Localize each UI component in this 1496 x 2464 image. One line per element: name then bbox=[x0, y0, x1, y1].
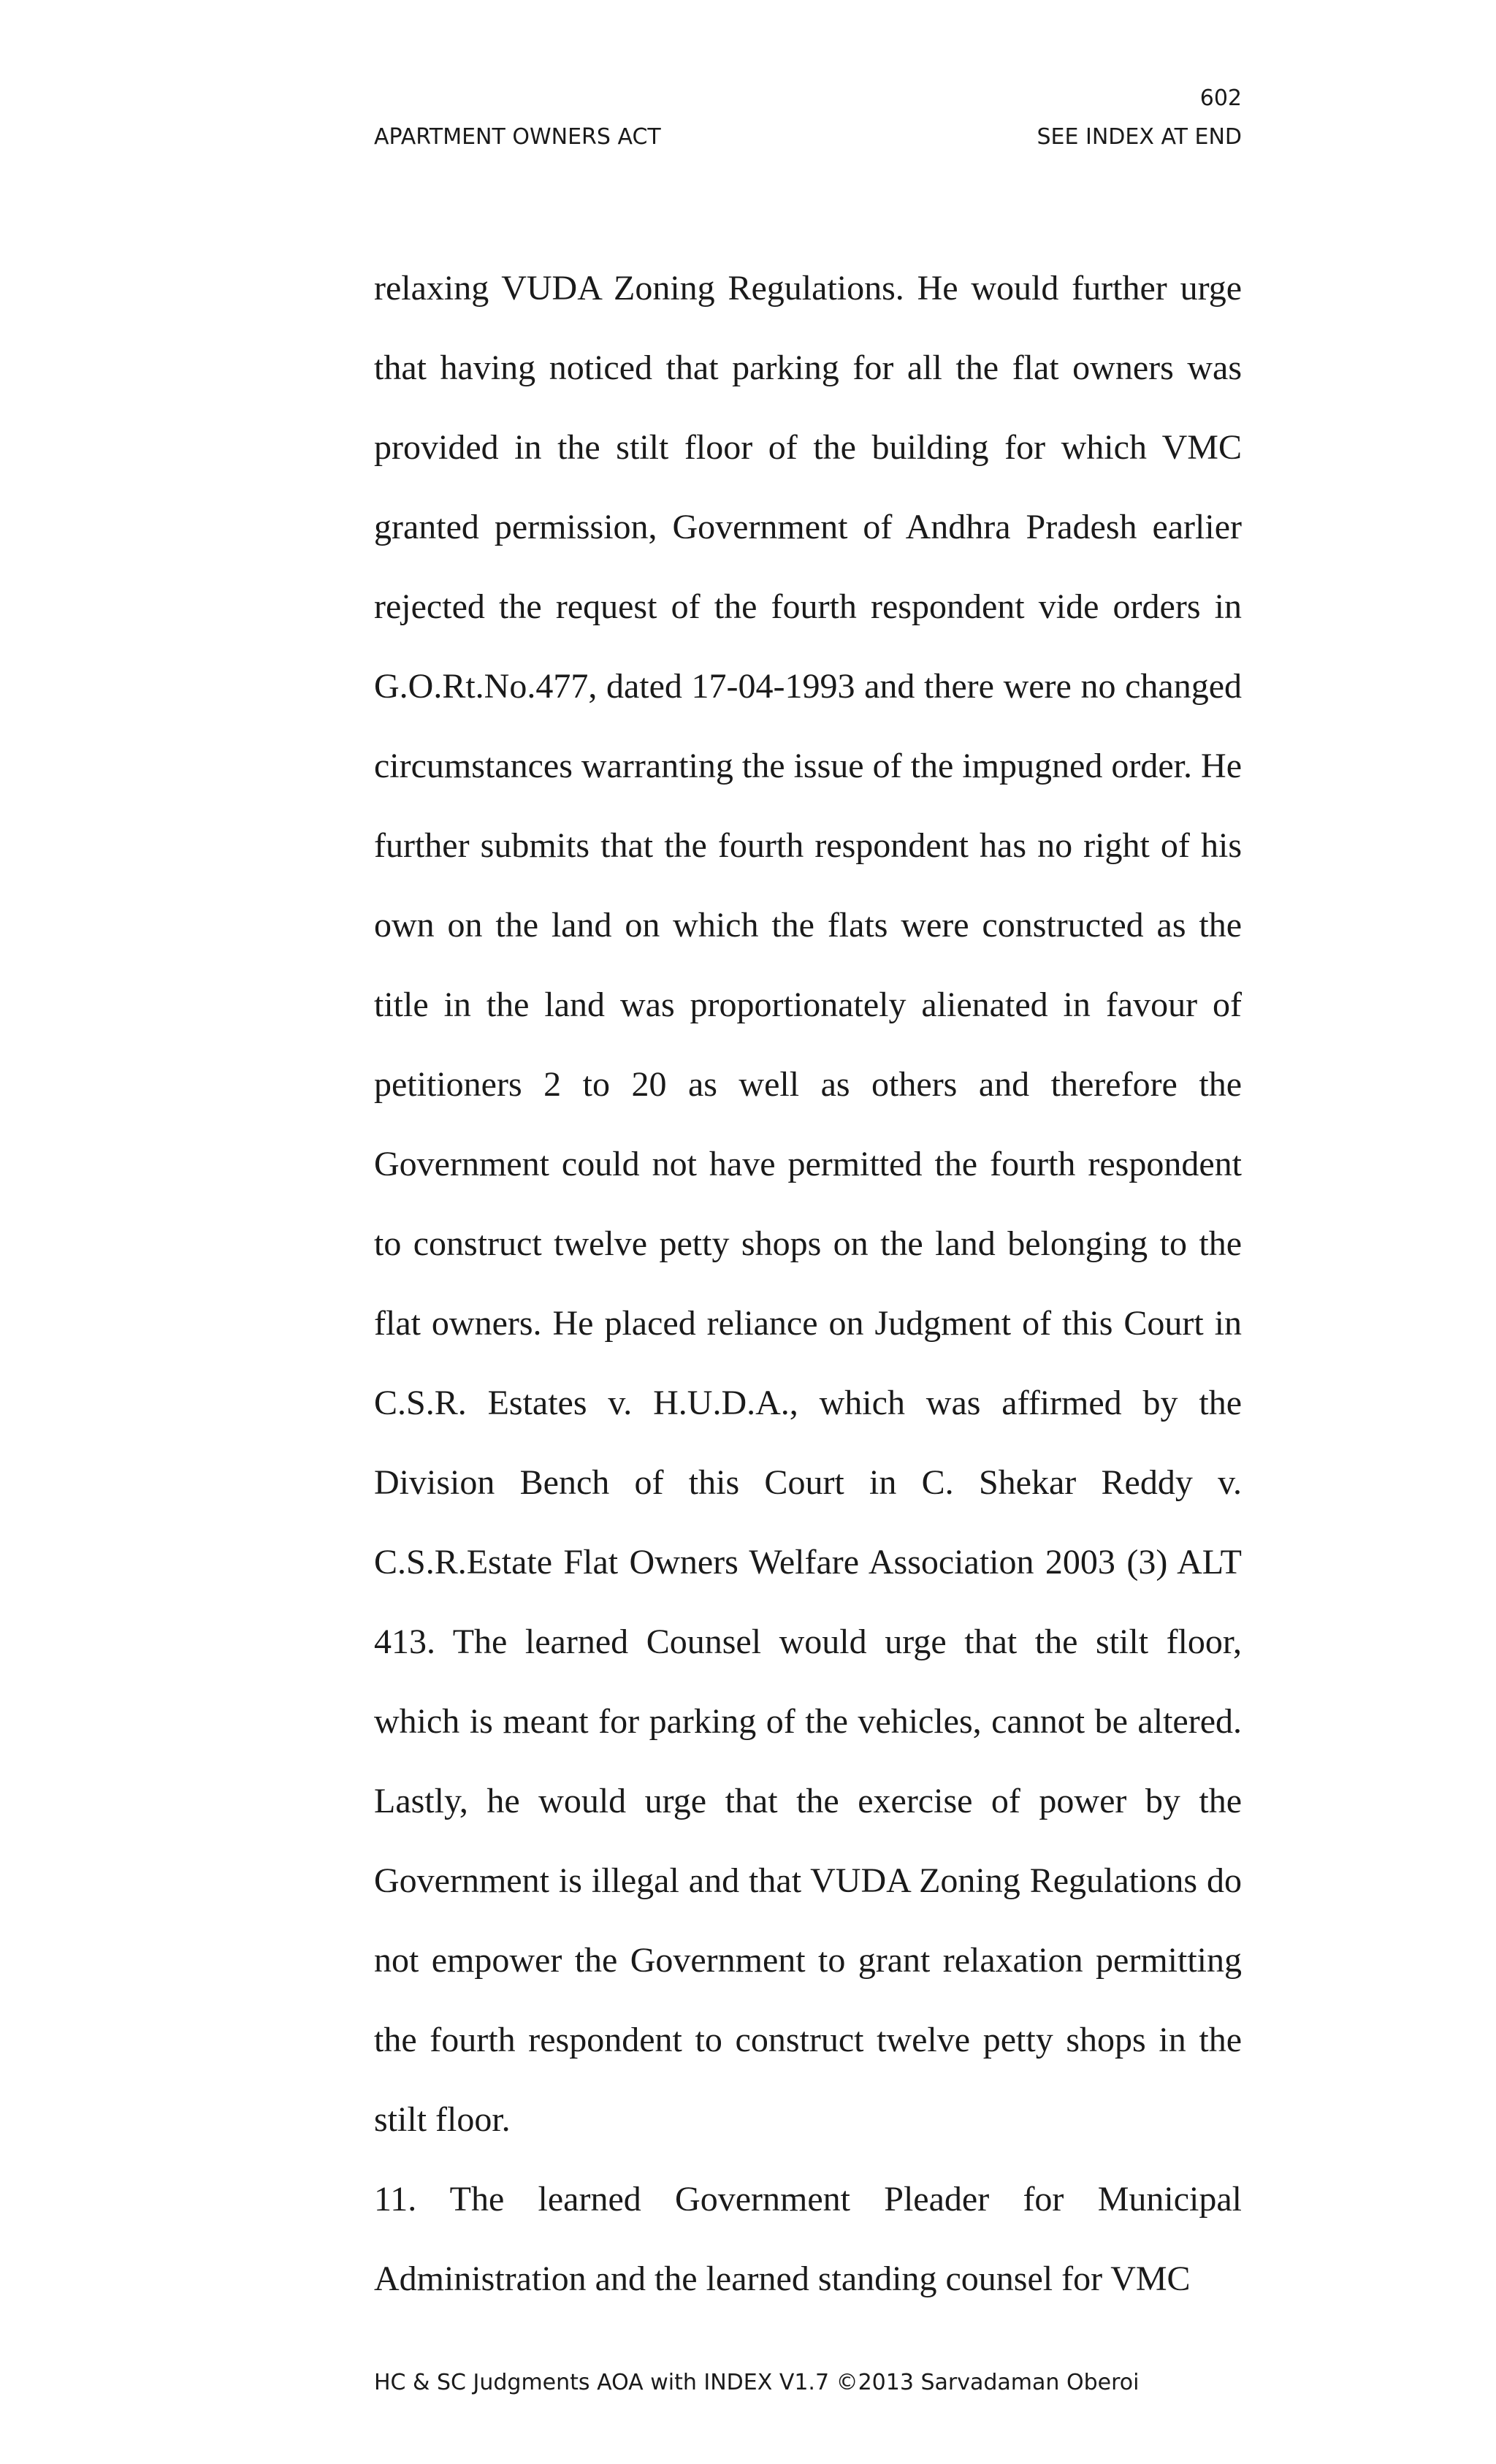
page-footer: HC & SC Judgments AOA with INDEX V1.7 ©2013 Sarvadaman Oberoi bbox=[374, 2370, 1140, 2395]
paragraph: relaxing VUDA Zoning Regulations. He would further urge that having noticed that parking for all the flat owners was provided in the stilt floor of the building for which VMC granted permission, Government of Andhra Pradesh earlier rejected the request of the fourth respondent vide orders in G.O.Rt.No.477, dated 17-04-1993 and there were no changed circumstances warranting the issue of the impugned order. He further submits that the fourth respondent has no right of his own on the land on which the flats were constructed as the title in the land was proportionately alienated in favour of petitioners 2 to 20 as well as others and therefore the Government could not have permitted the fourth respondent to construct twelve petty shops on the land belonging to the flat owners. He placed reliance on Judgment of this Court in C.S.R. Estates v. H.U.D.A., which was affirmed by the Division Bench of this Court in C. Shekar Reddy v. C.S.R.Estate Flat Owners Welfare Association 2003 (3) ALT 413. The learned Counsel would urge that the stilt floor, which is meant for parking of the vehicles, cannot be altered. Lastly, he would urge that the exercise of power by the Government is illegal and that VUDA Zoning Regulations do not empower the Government to grant relaxation permitting the fourth respondent to construct twelve petty shops in the stilt floor. bbox=[374, 269, 1242, 2139]
header-title-right: SEE INDEX AT END bbox=[1037, 124, 1242, 150]
header-title-left: APARTMENT OWNERS ACT bbox=[374, 124, 661, 150]
page-number: 602 bbox=[1199, 85, 1242, 111]
judgment-body bbox=[374, 248, 1242, 2319]
running-header bbox=[374, 123, 1242, 152]
paragraph-11: 11. The learned Government Pleader for Municipal Administration and the learned standing counsel for VMC bbox=[374, 2180, 1242, 2298]
